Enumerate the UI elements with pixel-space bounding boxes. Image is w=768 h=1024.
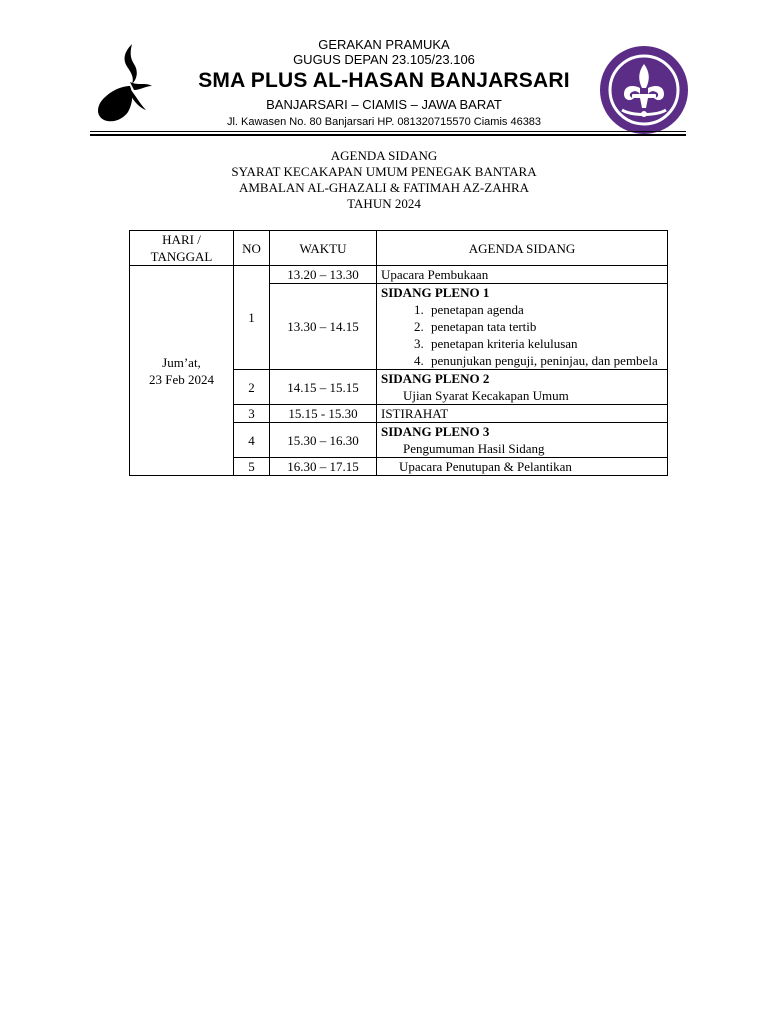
row-time: 15.15 - 15.30 (270, 405, 377, 423)
row-agenda: ISTIRAHAT (377, 405, 668, 423)
list-item: 3. penetapan kriteria kelulusan (427, 335, 663, 352)
letterhead (0, 0, 768, 140)
row-time: 15.30 – 16.30 (270, 423, 377, 458)
row-agenda (377, 423, 668, 458)
table-row (130, 266, 668, 284)
doc-title-line4: TAHUN 2024 (347, 196, 421, 211)
day-date-cell (130, 266, 234, 476)
gugus-depan: GUGUS DEPAN 23.105/23.106 (293, 52, 475, 67)
row-no: 3 (234, 405, 270, 423)
header-rule-thin (90, 131, 686, 132)
row-no: 4 (234, 423, 270, 458)
row-no: 2 (234, 370, 270, 405)
header-agenda: AGENDA SIDANG (377, 231, 668, 266)
agenda-sub: Pengumuman Hasil Sidang (403, 441, 545, 456)
row-agenda (377, 284, 668, 370)
list-item: 2. penetapan tata tertib (427, 318, 663, 335)
table-header-row (130, 231, 668, 266)
agenda-heading: SIDANG PLENO 3 (381, 424, 490, 439)
agenda-list (381, 301, 663, 369)
day-label: Jum’at, (162, 354, 201, 370)
row-time: 13.20 – 13.30 (270, 266, 377, 284)
row-time: 14.15 – 15.15 (270, 370, 377, 405)
agenda-sub: Ujian Syarat Kecakapan Umum (403, 388, 569, 403)
date-label: 23 Feb 2024 (149, 371, 214, 387)
list-item: 4. penunjukan penguji, peninjau, dan pembela (427, 352, 663, 369)
row-no: 5 (234, 458, 270, 476)
school-name: SMA PLUS AL-HASAN BANJARSARI (198, 69, 570, 92)
row-no: 1 (234, 266, 270, 370)
agenda-table (129, 230, 668, 476)
row-agenda: Upacara Penutupan & Pelantikan (377, 458, 668, 476)
agenda-heading: SIDANG PLENO 1 (381, 285, 490, 300)
tunas-kelapa-logo-icon (94, 42, 156, 124)
world-scout-emblem-icon (598, 44, 690, 136)
row-agenda: Upacara Pembukaan (377, 266, 668, 284)
doc-title-line1: AGENDA SIDANG (330, 148, 438, 163)
header-no: NO (234, 231, 270, 266)
header-rule-thick (90, 134, 686, 136)
list-item: 1. penetapan agenda (427, 301, 663, 318)
doc-title-line3: AMBALAN AL-GHAZALI & FATIMAH AZ-ZAHRA (238, 180, 530, 195)
header-hari-tanggal: HARI / TANGGAL (130, 231, 234, 266)
agenda-heading: SIDANG PLENO 2 (381, 371, 490, 386)
row-time: 16.30 – 17.15 (270, 458, 377, 476)
doc-title-line2: SYARAT KECAKAPAN UMUM PENEGAK BANTARA (231, 164, 537, 179)
org-name: GERAKAN PRAMUKA (318, 37, 450, 52)
header-waktu: WAKTU (270, 231, 377, 266)
address: Jl. Kawasen No. 80 Banjarsari HP. 081320715570 Ciamis 46383 (226, 116, 542, 128)
row-time: 13.30 – 14.15 (270, 284, 377, 370)
region: BANJARSARI – CIAMIS – JAWA BARAT (266, 97, 502, 112)
row-agenda (377, 370, 668, 405)
